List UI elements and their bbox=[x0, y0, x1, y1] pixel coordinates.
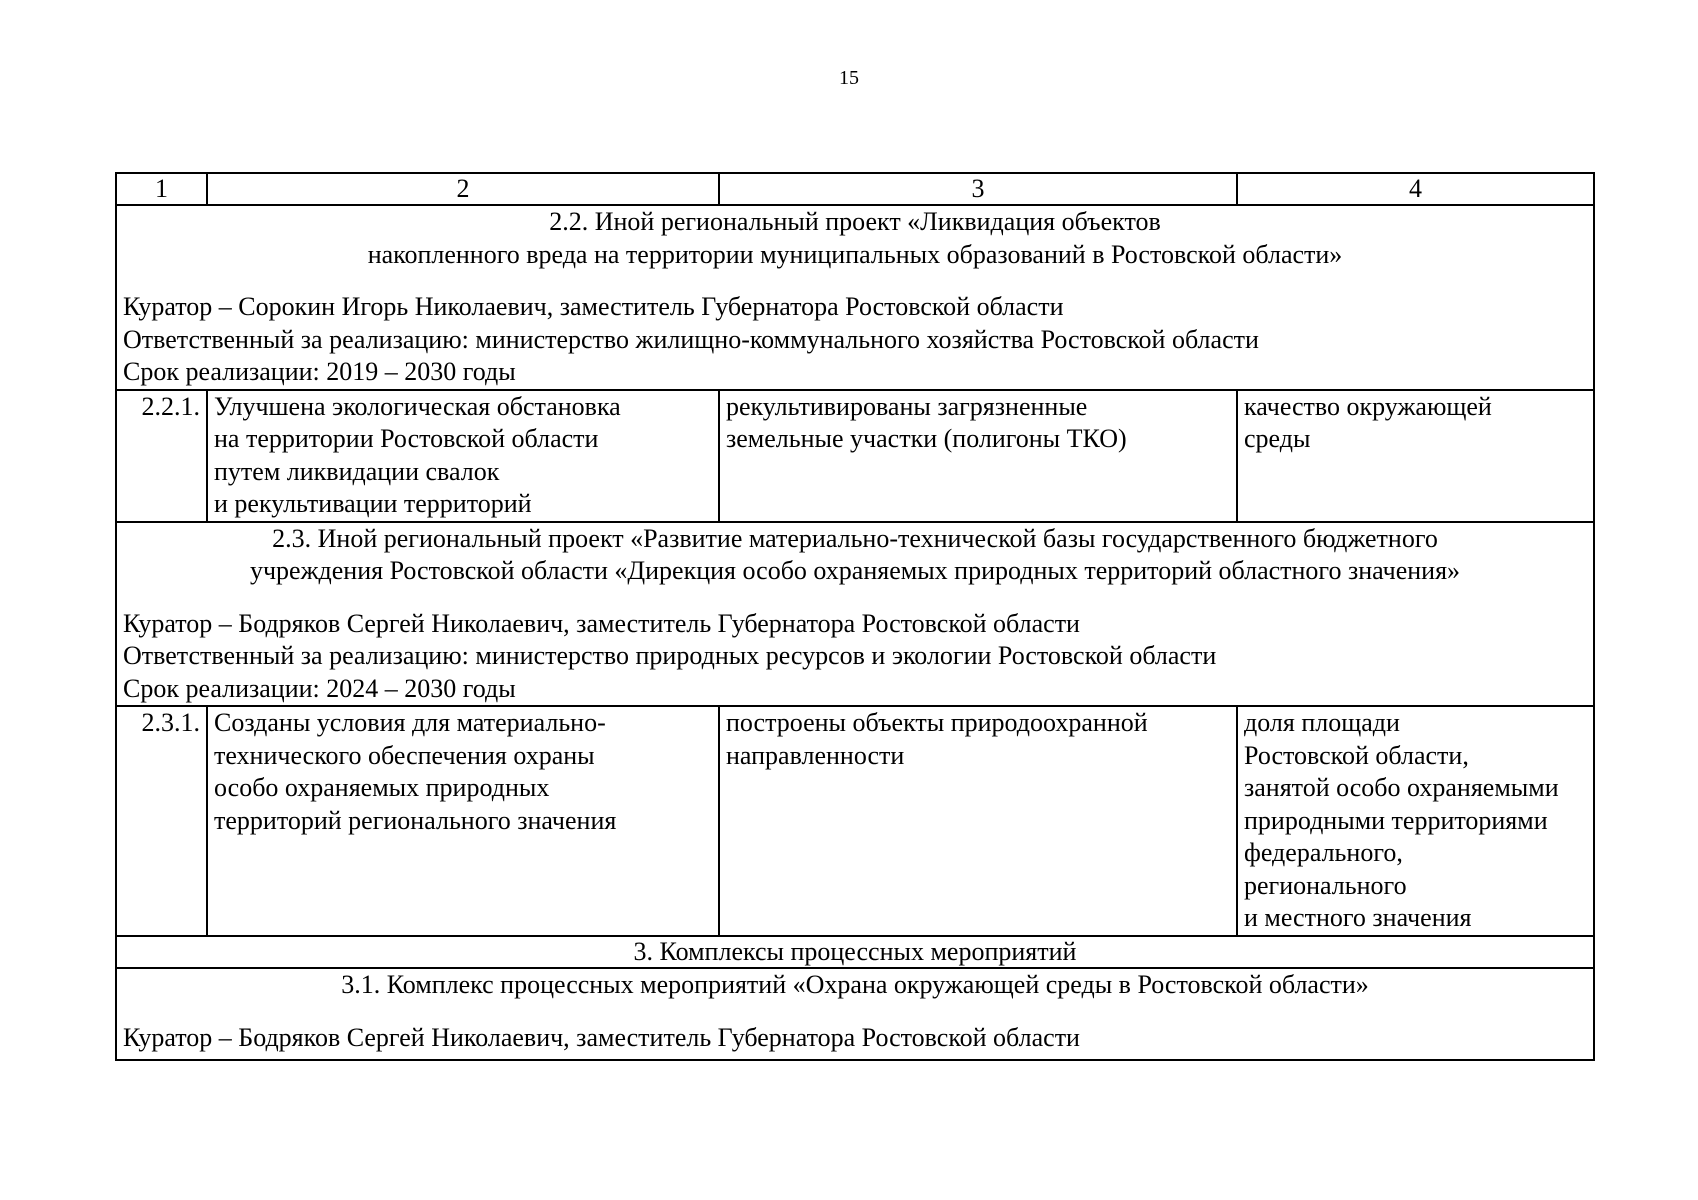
cell-line: технического обеспечения охраны bbox=[214, 740, 595, 770]
section-2-3 bbox=[116, 522, 1594, 707]
header-col-3: 3 bbox=[719, 173, 1237, 205]
group-3-title: 3. Комплексы процессных мероприятий bbox=[116, 936, 1594, 968]
row-number: 2.2.1. bbox=[116, 390, 207, 522]
header-col-2: 2 bbox=[207, 173, 719, 205]
section-title-line: 3.1. Комплекс процессных мероприятий «Охрана окружающей среды в Ростовской области» bbox=[341, 970, 1369, 999]
group-3-row bbox=[116, 936, 1594, 968]
section-2-2-meta bbox=[123, 291, 1587, 389]
section-2-2-row bbox=[116, 205, 1594, 390]
cell-line: направленности bbox=[726, 740, 905, 770]
cell-line: путем ликвидации свалок bbox=[214, 456, 500, 486]
section-2-3-row bbox=[116, 522, 1594, 707]
section-title-line: учреждения Ростовской области «Дирекция особо охраняемых природных территорий областного значения» bbox=[249, 556, 1461, 585]
cell-line: на территории Ростовской области bbox=[214, 424, 599, 453]
plan-table bbox=[115, 172, 1595, 1061]
period-text: Срок реализации: 2024 – 2030 годы bbox=[123, 673, 516, 703]
task-cell bbox=[207, 390, 719, 522]
curator-text: Куратор – Сорокин Игорь Николаевич, заместитель Губернатора Ростовской области bbox=[123, 292, 1064, 321]
header-col-1: 1 bbox=[116, 173, 207, 205]
cell-line: доля площади bbox=[1244, 708, 1400, 737]
table-header-row bbox=[116, 173, 1594, 205]
indicator-cell bbox=[1237, 706, 1594, 936]
period-text: Срок реализации: 2019 – 2030 годы bbox=[123, 357, 516, 386]
cell-line: земельные участки (полигоны ТКО) bbox=[726, 424, 1127, 453]
section-2-3-meta bbox=[123, 608, 1587, 706]
table-row bbox=[116, 706, 1594, 936]
cell-line: Созданы условия для материально- bbox=[214, 708, 606, 737]
section-3-1-row bbox=[116, 968, 1594, 1060]
cell-line: занятой особо охраняемыми bbox=[1244, 773, 1559, 802]
cell-line: особо охраняемых природных bbox=[214, 773, 550, 802]
table-row bbox=[116, 390, 1594, 522]
result-cell bbox=[719, 390, 1237, 522]
cell-line: регионального bbox=[1244, 870, 1407, 900]
section-title-line: накопленного вреда на территории муниципальных образований в Ростовской области» bbox=[367, 239, 1343, 269]
cell-line: качество окружающей bbox=[1244, 391, 1492, 421]
cell-line: среды bbox=[1244, 424, 1311, 453]
section-title-line: 2.3. Иной региональный проект «Развитие материально-технической базы государственного бюджетного bbox=[272, 523, 1438, 553]
cell-line: рекультивированы загрязненные bbox=[726, 391, 1088, 421]
task-cell bbox=[207, 706, 719, 936]
cell-line: федерального, bbox=[1244, 838, 1403, 867]
curator-text: Куратор – Бодряков Сергей Николаевич, заместитель Губернатора Ростовской области bbox=[123, 608, 1080, 638]
cell-line: природными территориями bbox=[1244, 805, 1548, 835]
section-3-1 bbox=[116, 968, 1594, 1060]
section-3-1-meta bbox=[123, 1022, 1587, 1055]
row-number: 2.3.1. bbox=[116, 706, 207, 936]
cell-line: Улучшена экологическая обстановка bbox=[214, 391, 621, 421]
cell-line: и местного значения bbox=[1244, 903, 1472, 932]
result-cell bbox=[719, 706, 1237, 936]
cell-line: территорий регионального значения bbox=[214, 805, 617, 835]
cell-line: построены объекты природоохранной bbox=[726, 708, 1148, 737]
cell-line: Ростовской области, bbox=[1244, 740, 1469, 770]
header-col-4: 4 bbox=[1237, 173, 1594, 205]
cell-line: и рекультивации территорий bbox=[214, 489, 532, 518]
section-2-2-title bbox=[123, 206, 1587, 271]
section-2-3-title bbox=[123, 523, 1587, 588]
section-title-line: 2.2. Иной региональный проект «Ликвидация объектов bbox=[549, 207, 1161, 236]
responsible-text: Ответственный за реализацию: министерство природных ресурсов и экологии Ростовской области bbox=[123, 641, 1217, 670]
section-2-2 bbox=[116, 205, 1594, 390]
page-number: 15 bbox=[839, 67, 859, 89]
indicator-cell bbox=[1237, 390, 1594, 522]
responsible-text: Ответственный за реализацию: министерство жилищно-коммунального хозяйства Ростовской области bbox=[123, 324, 1259, 354]
section-3-1-title bbox=[123, 969, 1587, 1002]
curator-text: Куратор – Бодряков Сергей Николаевич, заместитель Губернатора Ростовской области bbox=[123, 1022, 1080, 1052]
